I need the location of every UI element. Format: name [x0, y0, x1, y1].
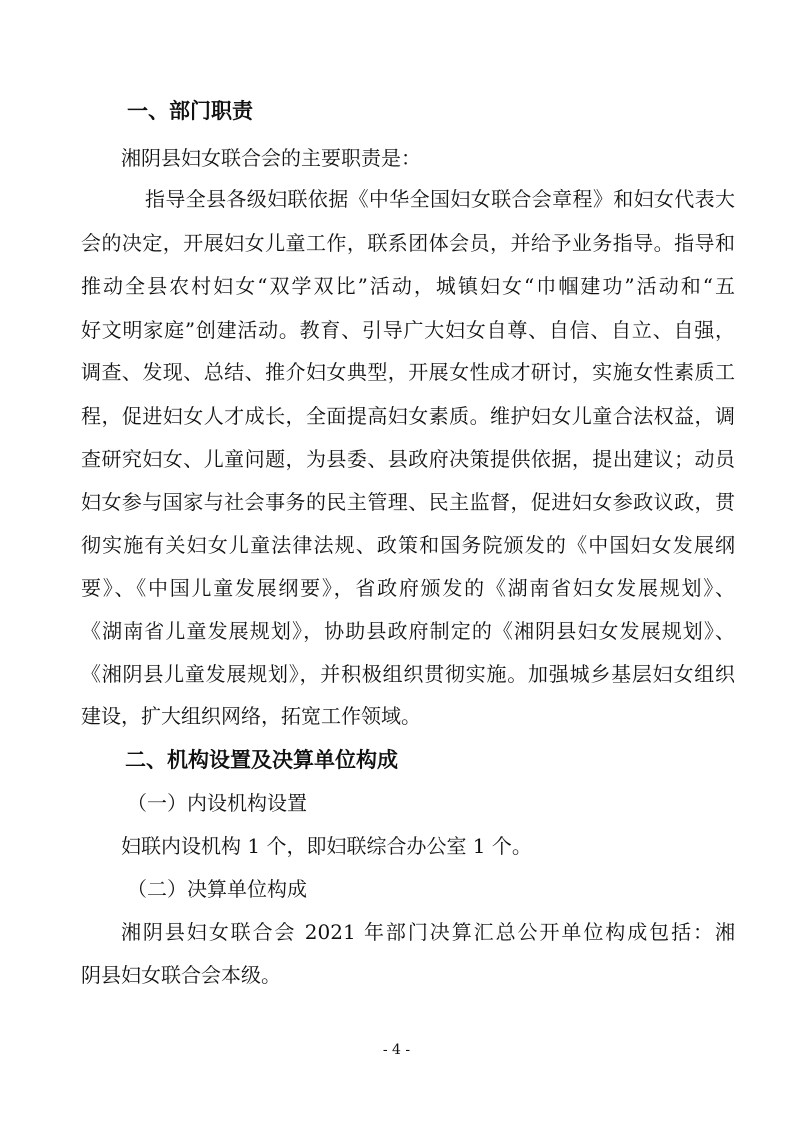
- body-line: 要》、《中国儿童发展纲要》，省政府颁发的《湖南省妇女发展规划》、: [81, 576, 735, 600]
- body-line: 指导全县各级妇联依据《中华全国妇女联合会章程》和妇女代表大: [145, 187, 735, 211]
- section-2-heading: 二、机构设置及决算单位构成: [125, 748, 398, 772]
- body-line: 妇女参与国家与社会事务的民主管理、民主监督，促进妇女参政议政，贯: [81, 490, 735, 514]
- body-line: 程，促进妇女人才成长，全面提高妇女素质。维护妇女儿童合法权益，调: [81, 404, 735, 428]
- subsection-2-text: 湘阴县妇女联合会 2021 年部门决算汇总公开单位构成包括：湘: [121, 920, 735, 944]
- body-line: 建设，扩大组织网络，拓宽工作领域。: [81, 704, 421, 728]
- body-line: 会的决定，开展妇女儿童工作，联系团体会员，并给予业务指导。指导和: [81, 231, 735, 255]
- body-line: 彻实施有关妇女儿童法律法规、政策和国务院颁发的《中国妇女发展纲: [81, 533, 735, 557]
- body-line: 查研究妇女、儿童问题，为县委、县政府决策提供依据，提出建议；动员: [81, 447, 735, 471]
- subsection-2-text-continued: 阴县妇女联合会本级。: [81, 963, 281, 987]
- body-line: 调查、发现、总结、推介妇女典型，开展女性成才研讨，实施女性素质工: [81, 360, 735, 384]
- page-number: - 4 -: [382, 1042, 411, 1058]
- body-line: 《湘阴县儿童发展规划》，并积极组织贯彻实施。加强城乡基层妇女组织: [81, 662, 735, 686]
- subsection-1-heading: （一）内设机构设置: [127, 791, 307, 815]
- body-line: 《湖南省儿童发展规划》，协助县政府制定的《湘阴县妇女发展规划》、: [81, 619, 735, 643]
- section-1-intro: 湘阴县妇女联合会的主要职责是：: [121, 146, 421, 170]
- subsection-2-heading: （二）决算单位构成: [127, 877, 307, 901]
- body-line: 好文明家庭”创建活动。教育、引导广大妇女自尊、自信、自立、自强，: [81, 318, 735, 342]
- subsection-1-text: 妇联内设机构 1 个，即妇联综合办公室 1 个。: [121, 834, 532, 858]
- body-line: 推动全县农村妇女“双学双比”活动，城镇妇女“巾帼建功”活动和“五: [81, 274, 735, 298]
- section-1-heading: 一、部门职责: [127, 99, 253, 123]
